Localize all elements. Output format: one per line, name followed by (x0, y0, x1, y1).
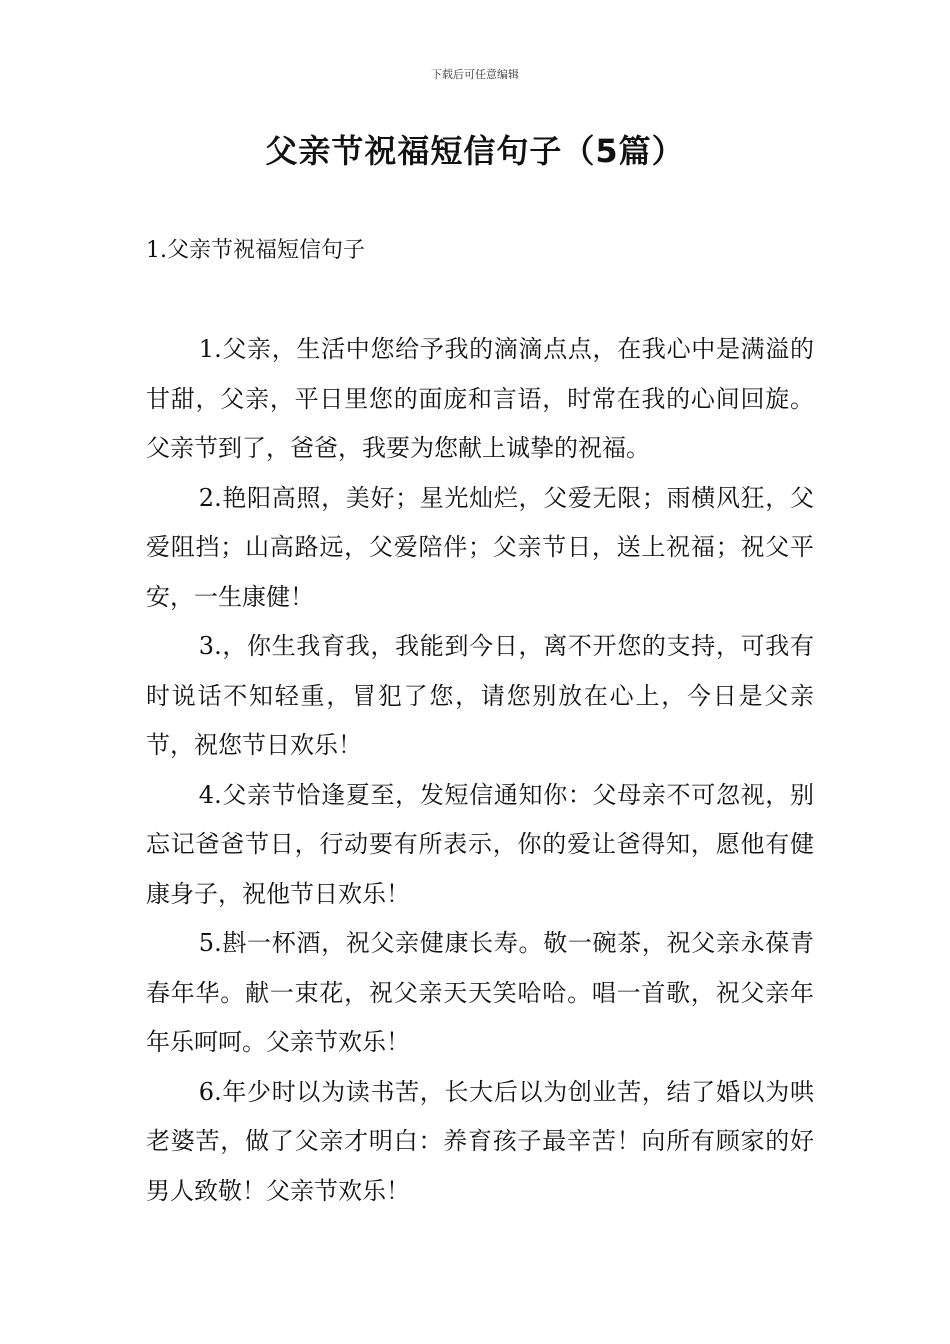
message-paragraph-5: 5.斟一杯酒，祝父亲健康长寿。敬一碗茶，祝父亲永葆青春年华。献一束花，祝父亲天天笑哈哈。唱一首歌，祝父亲年年乐呵呵。父亲节欢乐！ (146, 929, 814, 1056)
message-paragraph-3: 3.，你生我育我，我能到今日，离不开您的支持，可我有时说话不知轻重，冒犯了您，请您别放在心上，今日是父亲节，祝您节日欢乐！ (146, 632, 814, 759)
message-paragraph-2: 2.艳阳高照，美好；星光灿烂，父爱无限；雨横风狂，父爱阻挡；山高路远，父爱陪伴；父亲节日，送上祝福；祝父平安，一生康健！ (146, 483, 814, 611)
message-list (146, 325, 814, 1216)
message-paragraph-4: 4.父亲节恰逢夏至，发短信通知你：父母亲不可忽视，别忘记爸爸节日，行动要有所表示，你的爱让爸得知，愿他有健康身子，祝他节日欢乐！ (146, 780, 814, 908)
header-note: 下载后可任意编辑 (431, 68, 519, 81)
section-heading: 1.父亲节祝福短信句子 (146, 238, 365, 263)
message-paragraph-1: 1.父亲，生活中您给予我的滴滴点点，在我心中是满溢的甘甜，父亲，平日里您的面庞和言语，时常在我的心间回旋。父亲节到了，爸爸，我要为您献上诚挚的祝福。 (146, 335, 814, 462)
message-paragraph-6: 6.年少时以为读书苦，长大后以为创业苦，结了婚以为哄老婆苦，做了父亲才明白：养育孩子最辛苦！向所有顾家的好男人致敬！父亲节欢乐！ (146, 1077, 814, 1205)
document-title: 父亲节祝福短信句子（5篇） (265, 132, 685, 170)
